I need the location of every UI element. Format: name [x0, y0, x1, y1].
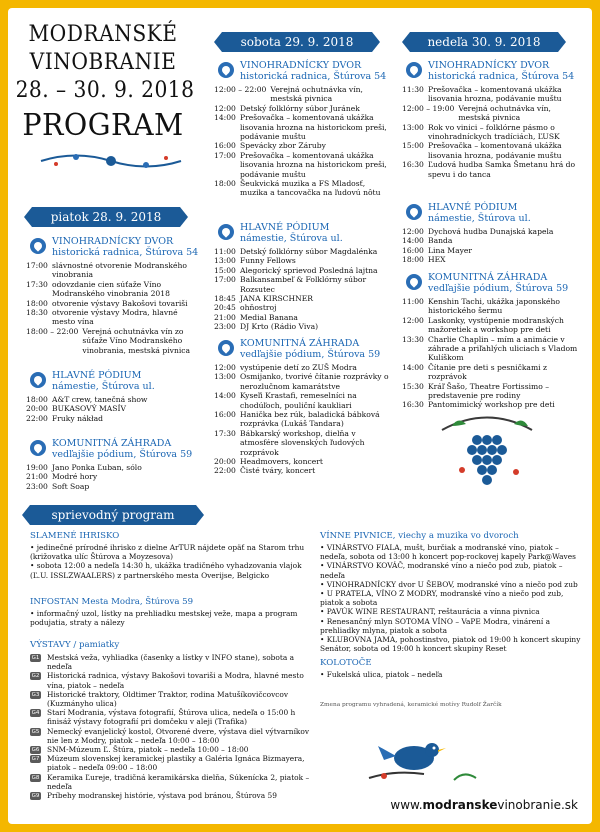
event-text: HEX [428, 255, 446, 265]
event-row [402, 363, 578, 382]
event-row [214, 151, 394, 179]
title-line-4: PROGRAM [22, 108, 184, 143]
event-row [214, 266, 394, 275]
event-text: DJ Krto (Rádio Viva) [240, 322, 319, 332]
list-item: • VINÁRSTVO FIALA, mušt, burčiak a modranské víno, piatok – nedeľa, sobota od 13:00 h koncert pop-rockovej kapely Park@Waves [320, 543, 576, 562]
saturday-section-1: VINOHRADNÍCKY DVOR historická radnica, Štúrova 54 [218, 60, 386, 82]
event-time: 11:30 [402, 85, 424, 94]
event-time: 14:00 [402, 362, 424, 372]
event-row [402, 335, 578, 363]
event-text: Jano Ponka Ľuban, sólo [52, 463, 142, 472]
title-line-3: 28. – 30. 9. 2018 [15, 78, 195, 103]
exhibition-row [30, 791, 310, 800]
event-row [26, 299, 196, 308]
event-time: 21:00 [214, 312, 236, 322]
event-time: 18:00 [26, 395, 48, 404]
event-time: 20:00 [26, 404, 48, 414]
credit-note: Zmena programu vyhradená, keramické motívy Rudolf Žarčík [320, 702, 502, 708]
event-row [402, 316, 578, 335]
event-text: odovzdanie cien súťaže Víno Modranského vinobrania 2018 [52, 279, 170, 299]
event-row [214, 410, 394, 429]
event-time: 15:00 [214, 265, 236, 275]
list-item: • sobota 12:00 a nedeľa 14:30 h, ukážka tradičného vyhadzovania vlajok (Ľ.U. ISSLZWAALERS) z partnerského mesta Overijse, Belgicko [30, 561, 302, 580]
event-time: 11:00 [214, 247, 236, 256]
event-time: 16:00 [214, 141, 236, 151]
event-text: Čisté tváry, koncert [240, 466, 316, 476]
event-text: Pantomimický workshop pre deti [428, 400, 555, 410]
exhibition-text: Starí Modrania, výstava fotografií, Štúrova ulica, nedeľa o 15:00 h finisáž výstavy fotografií pri domčeku v aleji (Trafika) [47, 708, 296, 727]
event-row [26, 482, 196, 491]
exhibition-row [30, 671, 310, 689]
event-row [214, 256, 394, 265]
list-item: • KLUBOVNA JAMA, pohostinstvo, piatok od 19:00 h koncert skupiny Senátor, sobota od 19:00 h koncert skupiny Reset [320, 635, 581, 654]
event-time: 17:00 [26, 261, 48, 270]
event-time: 18:45 [214, 294, 236, 304]
exhibition-row [30, 773, 310, 791]
list-item: • informačný uzol, lístky na prehliadku mestskej veže, mapa a program podujatia, straty a nálezy [30, 609, 298, 628]
grape-leaf-icon [406, 274, 422, 290]
event-text: Modré hory [52, 472, 98, 482]
list-item: • Fukelská ulica, piatok – nedeľa [320, 670, 443, 679]
event-row [214, 275, 394, 294]
event-text: A&T crew, tanečná show [52, 395, 148, 404]
event-row [214, 313, 394, 322]
event-text: Detský folklórny súbor Magdalénka [240, 247, 378, 256]
event-row [402, 227, 578, 236]
grape-leaf-icon [406, 62, 422, 78]
event-row [214, 303, 394, 312]
list-item: • jedinečné prírodné ihrisko z dielne ArTUR nájdete opäť na Starom trhu (križovatka ulíc Štúrova a Moyzesova) [30, 543, 305, 562]
event-time: 20:00 [214, 457, 236, 467]
event-time: 13:00 [214, 372, 236, 382]
event-text: vystúpenie detí zo ZUŠ Modra [240, 363, 357, 372]
event-row [214, 363, 394, 372]
event-text: Verejná ochutnávka vín zo súťaže Víno Modranského vinobrania, mestská pivnica [82, 326, 191, 355]
event-time: 16:00 [402, 245, 424, 255]
event-row [26, 261, 196, 280]
grape-leaf-icon [30, 372, 46, 388]
event-row [402, 236, 578, 245]
friday-section-1-events [26, 261, 196, 355]
bird-icon [364, 730, 484, 792]
sunday-section-1-events [402, 85, 578, 179]
event-time: 20:45 [214, 303, 236, 313]
pivnice-list [320, 543, 582, 653]
event-row [214, 372, 394, 391]
event-row [26, 463, 196, 472]
event-text: Funny Fellows [240, 256, 296, 266]
event-time: 17:30 [214, 428, 236, 438]
event-row [214, 294, 394, 303]
event-row [214, 457, 394, 466]
event-time: 15:30 [402, 381, 424, 391]
event-time: 15:00 [402, 141, 424, 151]
event-time: 18:00 [26, 298, 48, 308]
event-time: 21:00 [26, 472, 48, 482]
map-marker-badge: G8 [31, 774, 40, 781]
event-time: 13:00 [402, 122, 424, 132]
event-text: Detský folklórny súbor Juránek [240, 103, 360, 113]
event-row [214, 247, 394, 256]
event-time: 12:00 [214, 363, 236, 372]
list-item: • VINÁRSTVO KOVÁČ, modranské víno a niečo pod zub, piatok – nedeľa [320, 561, 563, 580]
saturday-section-2: HLAVNÉ PÓDIUM námestie, Štúrova ul. [218, 222, 343, 244]
sunday-section-3: KOMUNITNÁ ZÁHRADA vedľajšie pódium, Štúrova 59 [406, 272, 568, 294]
exhibition-row [30, 708, 310, 726]
event-text: Spevácky zbor Záruby [240, 141, 326, 151]
event-text: Banda [428, 236, 453, 246]
event-text: slávnostné otvorenie Modranského vinobrania [52, 261, 187, 280]
event-row [26, 472, 196, 481]
sunday-section-3-events [402, 297, 578, 410]
list-item: • Renesančný mlyn SOTOMA VÍNO – VaPE Modra, vinárení a prehliadky mlyna, piatok a sobota [320, 616, 551, 635]
event-time: 17:00 [214, 150, 236, 160]
event-text: Charlie Chaplin – mím a animácie v záhrade a priľahlých uliciach s Vladom Kulíškom [428, 334, 578, 363]
event-text: otvorenie výstavy Bakošovi tovariši [52, 298, 188, 308]
event-row [214, 179, 394, 198]
event-text: Verejná ochutnávka vín, mestská pivnica [270, 85, 363, 104]
list-item: • U PRATELA, VÍNO Z MODRY, modranské víno a niečo pod zub, piatok a sobota [320, 589, 564, 608]
title-line-1: MODRANSKÉ [28, 22, 178, 47]
sunday-section-2: HLAVNÉ PÓDIUM námestie, Štúrova ul. [406, 202, 531, 224]
friday-section-3-events [26, 463, 196, 491]
event-row [402, 297, 578, 316]
event-text: Šeukvická muzika a FS Mladosť, muzika a tancovačka na ľudovú nôtu [240, 179, 381, 198]
event-row [26, 308, 196, 327]
event-time: 12:00 – 19:00 [402, 103, 455, 113]
saturday-section-2-events [214, 247, 394, 332]
event-text: Rok vo vinici – folklórne pásmo o vinohradníckych tradíciách, ĽUSK [428, 122, 560, 142]
event-text: Prešovačka – komentovaná ukážka lisovania hrozna na historickom preši, podávanie muštu [240, 150, 387, 179]
map-marker-badge: G2 [31, 673, 40, 680]
event-text: Headmovers, koncert [240, 457, 323, 467]
event-time: 18:00 – 22:00 [26, 326, 79, 336]
list-item: • VINOHRADNÍCKY dvor U ŠEBOV, modranské víno a niečo pod zub [320, 579, 578, 589]
map-marker-badge: G4 [31, 710, 40, 717]
event-row [402, 400, 578, 409]
event-time: 14:00 [214, 113, 236, 123]
event-text: Verejná ochutnávka vín, mestská pivnica [458, 103, 551, 123]
exhibition-text: Mestská veža, vyhliadka (časenky a lístky v INFO stane), sobota a nedeľa [47, 653, 294, 672]
event-time: 23:00 [214, 322, 236, 332]
event-row [402, 104, 578, 123]
friday-section-1: VINOHRADNÍCKY DVOR historická radnica, Štúrova 54 [30, 236, 198, 258]
event-time: 18:30 [26, 308, 48, 318]
event-text: Lina Mayer [428, 245, 473, 255]
kolotoce-title: KOLOTOČE [320, 658, 372, 668]
event-time: 22:00 [26, 413, 48, 423]
vystavy-title: VÝSTAVY / pamiatky [30, 640, 120, 650]
event-text: Kráľ Šašo, Theatre Fortissimo – predstavenie pre rodiny [428, 381, 550, 401]
event-time: 18:00 [214, 179, 236, 189]
event-time: 16:30 [402, 160, 424, 170]
event-row [402, 255, 578, 264]
event-time: 17:00 [214, 275, 236, 285]
event-row [402, 246, 578, 255]
event-time: 19:00 [26, 463, 48, 472]
grape-leaf-icon [30, 238, 46, 254]
title-line-2: VINOBRANIE [29, 50, 177, 75]
event-text: Ľudová hudba Samka Šmetanu hrá do spevu i do tanca [428, 160, 576, 179]
grape-leaf-icon [406, 204, 422, 220]
sunday-ribbon: nedeľa 30. 9. 2018 [410, 32, 558, 52]
event-text: Kyseľi Krastafi, remeselníci na chodúľoch, pouliční kaukliari [240, 391, 357, 410]
sunday-section-1: VINOHRADNÍCKY DVOR historická radnica, Štúrova 54 [406, 60, 574, 82]
exhibition-text: Príbehy modranskej histórie, výstava pod bránou, Štúrova 59 [47, 791, 277, 801]
event-row [214, 391, 394, 410]
event-row [214, 322, 394, 331]
exhibition-text: Múzeum slovenskej keramickej plastiky a Galéria Ignáca Bizmayera, piatok – nedeľa 09:00 – 18:00 [47, 754, 305, 773]
event-time: 16:30 [402, 400, 424, 410]
event-row [214, 466, 394, 475]
kolotoce-list [320, 670, 582, 679]
infostan-list [30, 609, 310, 627]
exhibition-text: SNM-Múzeum Ľ. Štúra, piatok – nedeľa 10:00 – 18:00 [47, 745, 249, 755]
event-time: 12:00 [402, 227, 424, 236]
event-row [26, 327, 196, 355]
event-time: 17:30 [26, 279, 48, 289]
saturday-section-3: KOMUNITNÁ ZÁHRADA vedľajšie pódium, Štúrova 59 [218, 338, 380, 360]
friday-section-2-events [26, 395, 196, 423]
ornament-vine-icon [36, 148, 186, 174]
event-time: 13:30 [402, 334, 424, 344]
event-text: Bábkarský workshop, dielňa v atmosfére slovenských ľudových rozprávok [240, 428, 365, 457]
event-text: Osmijanko, tvorivé čítanie rozprávky o nerozlučnom kamarátstve [240, 372, 389, 391]
friday-section-3: KOMUNITNÁ ZÁHRADA vedľajšie pódium, Štúrova 59 [30, 438, 192, 460]
exhibition-row [30, 727, 310, 745]
event-row [214, 141, 394, 150]
event-row [214, 429, 394, 457]
event-time: 13:00 [214, 256, 236, 266]
event-text: Čítanie pre deti s pesničkami z rozprávok [428, 362, 548, 382]
accompanying-ribbon: sprievodný program [30, 505, 196, 525]
exhibition-row [30, 690, 310, 708]
map-marker-badge: G5 [31, 728, 40, 735]
sunday-section-2-events [402, 227, 578, 265]
infostan-title: INFOSTAN Mesta Modra, Štúrova 59 [30, 597, 194, 607]
exhibition-row [30, 754, 310, 772]
event-row [214, 104, 394, 113]
saturday-ribbon: sobota 29. 9. 2018 [222, 32, 372, 52]
saturday-section-3-events [214, 363, 394, 476]
event-time: 16:00 [214, 410, 236, 420]
event-time: 18:00 [402, 255, 424, 265]
map-marker-badge: G3 [31, 691, 40, 698]
event-row [402, 85, 578, 104]
event-text: Prešovačka – komentovaná ukážka lisovania hrozna na historickom preši, podávanie muštu [240, 113, 387, 142]
event-row [26, 414, 196, 423]
event-text: ohňostroj [240, 303, 277, 313]
slamene-title: SLAMENÉ IHRISKO [30, 531, 120, 541]
event-time: 22:00 [214, 466, 236, 476]
event-time: 12:00 [214, 103, 236, 113]
event-text: Prešovačka – komentovaná ukážka lisovania hrozna, podávanie muštu [428, 141, 562, 160]
event-time: 14:00 [214, 391, 236, 401]
map-marker-badge: G7 [31, 756, 40, 763]
map-marker-badge: G9 [31, 793, 40, 800]
exhibition-row [30, 745, 310, 754]
event-row [402, 160, 578, 179]
exhibition-text: Historické traktory, Oldtimer Traktor, rodina Matušíkovičcovcov (Kuzmányho ulica) [47, 689, 289, 709]
event-text: Alegorický sprievod Posledná lajtna [240, 265, 378, 275]
list-item: • PAVÚK WINE RESTAURANT, reštaurácia a vínna pivnica [320, 607, 540, 617]
slamene-list [30, 543, 310, 580]
website-link[interactable]: www.modranskevinobranie.sk [390, 798, 578, 812]
friday-ribbon: piatok 28. 9. 2018 [32, 207, 180, 227]
event-text: BUKASOVÝ MASÍV [52, 404, 126, 414]
event-row [26, 280, 196, 299]
event-time: 14:00 [402, 236, 424, 246]
event-text: JANA KIRSCHNER [240, 294, 314, 304]
event-row [402, 141, 578, 160]
event-time: 12:00 [402, 315, 424, 325]
event-row [402, 123, 578, 142]
exhibition-text: Nemecký evanjelický kostol, Otvorené dvere, výstava diel výtvarníkov nie len z Modry, piatok – nedeľa 10:00 – 18:00 [47, 726, 310, 745]
event-time: 11:00 [402, 297, 424, 306]
event-text: Balkansambeľ & Folklórny súbor Rozsutec [240, 275, 367, 294]
event-row [214, 85, 394, 104]
event-row [26, 404, 196, 413]
grape-leaf-icon [30, 440, 46, 456]
event-text: Laskonky, vystúpenie modranských mažoretiek a workshop pre deti [428, 315, 564, 335]
event-row [214, 113, 394, 141]
grape-leaf-icon [218, 224, 234, 240]
pivnice-title: VÍNNE PIVNICE, viechy a muzika vo dvoroch [320, 531, 519, 541]
event-text: Medial Banana [240, 312, 298, 322]
event-text: otvorenie výstavy Modra, hlavné mesto vína [52, 308, 178, 327]
grape-leaf-icon [218, 340, 234, 356]
friday-section-2: HLAVNÉ PÓDIUM námestie, Štúrova ul. [30, 370, 155, 392]
program-poster [8, 8, 592, 824]
exhibition-text: Keramika Ľureje, tradičná keramikárska dielňa, Súkenícka 2, piatok – nedeľa [47, 772, 310, 791]
saturday-section-1-events [214, 85, 394, 198]
event-time: 12:00 – 22:00 [214, 85, 267, 94]
event-text: Prešovačka – komentovaná ukážka lisovania hrozna, podávanie muštu [428, 85, 562, 104]
event-text: Fruky nákład [52, 413, 103, 423]
event-time: 23:00 [26, 481, 48, 491]
event-text: Soft Soap [52, 481, 90, 491]
grapes-icon [432, 410, 542, 500]
vystavy-list [30, 653, 310, 800]
event-text: Dychová hudba Dunajská kapela [428, 227, 554, 236]
exhibition-row [30, 653, 310, 671]
event-text: Kenshin Tachi, ukážka japonského historického šermu [428, 297, 561, 316]
event-row [26, 395, 196, 404]
exhibition-text: Historická radnica, výstavy Bakošovi tovariši a Modra, hlavné mesto vína, piatok – nedeľa [47, 671, 304, 690]
event-row [402, 382, 578, 401]
grape-leaf-icon [218, 62, 234, 78]
map-marker-badge: G6 [31, 747, 40, 754]
event-text: Hanička bez rúk, baladická bábková rozprávka (Lukáš Tandara) [240, 410, 380, 429]
map-marker-badge: G1 [31, 655, 40, 661]
